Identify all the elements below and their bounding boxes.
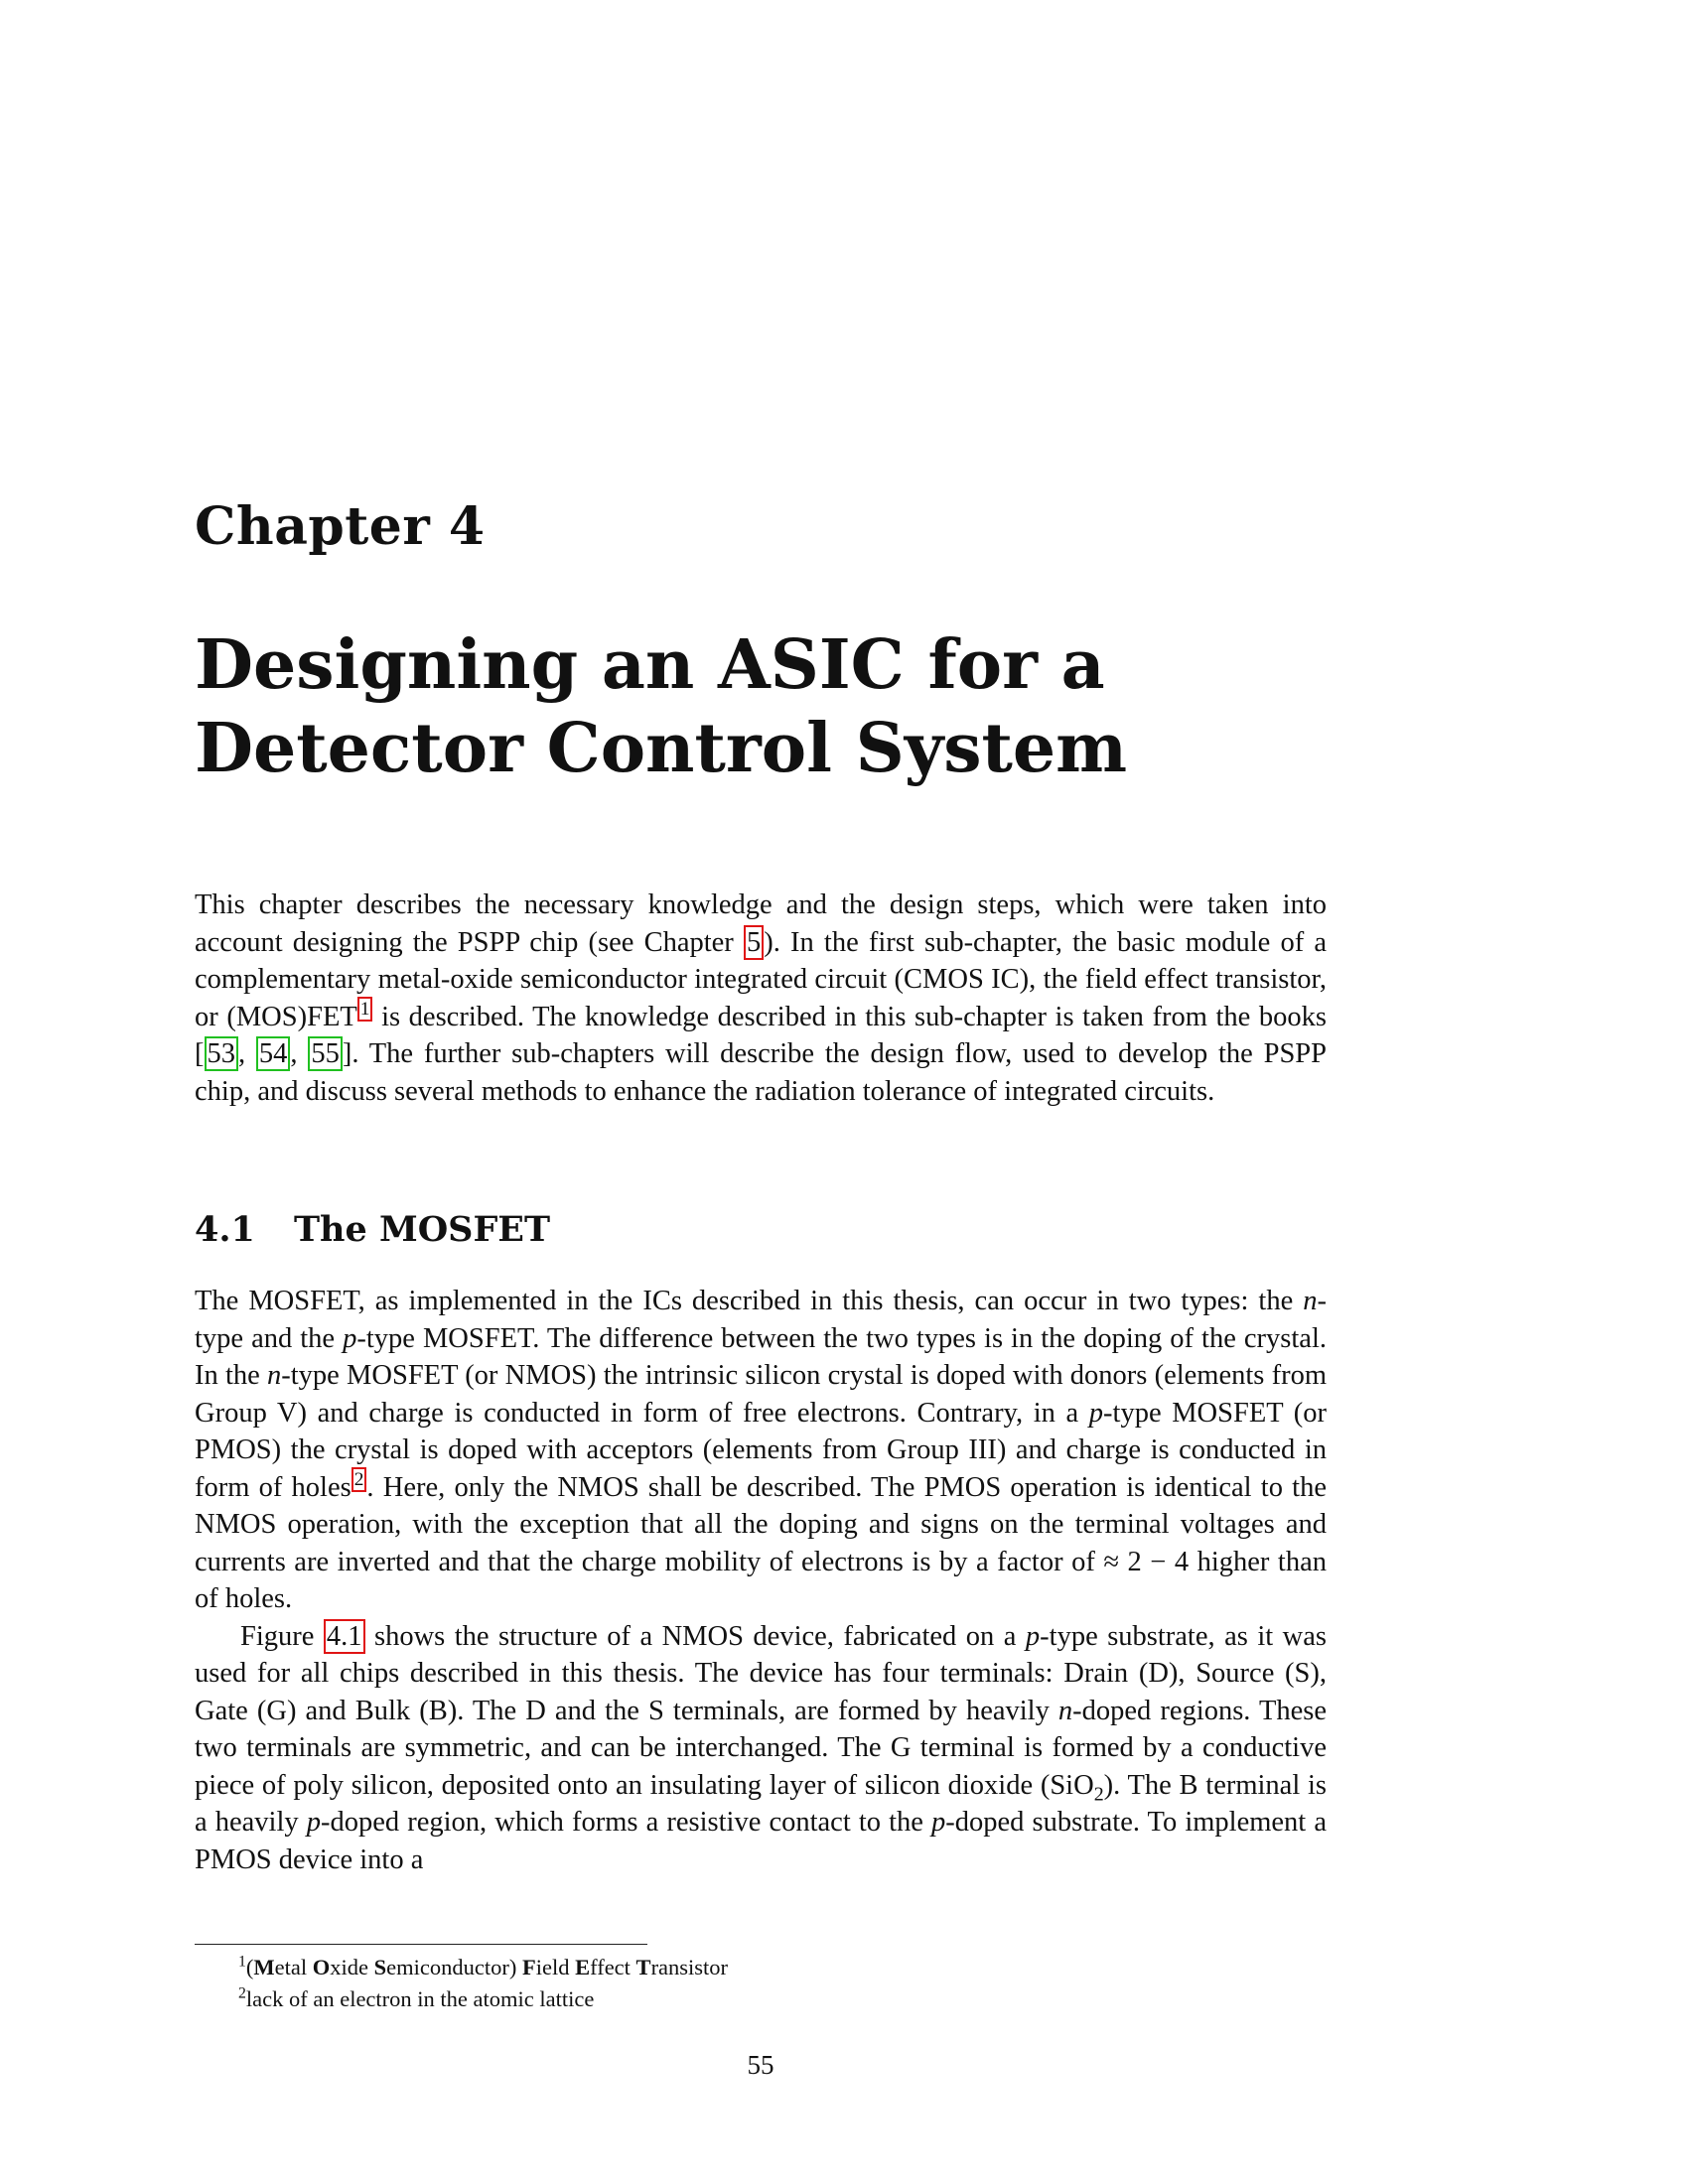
paragraph-1: The MOSFET, as implemented in the ICs described in this thesis, can occur in two types: the n-type and the p-type MOSFET. The difference between the two types is in the doping of the crystal. In the n-type MOSFET (or NMOS) the intrinsic silicon crystal is doped with donors (elements from Group V) and charge is conducted in form of free electrons. Contrary, in a p-type MOSFET (or PMOS) the crystal is doped with acceptors (elements from Group III) and charge is conducted in form of holes $^2$ . Here, only the NMOS shall be described. The PMOS operation is identical to the NMOS operation, with the exception that all the doping and signs on the terminal voltages and currents are inverted and that the charge mobility of electrons is by a factor of ≈ 2 − 4 higher than of holes. bbox=[195, 1286, 1328, 1614]
chapter-title: Designing an ASIC for a Detector Control System bbox=[195, 625, 1128, 788]
page-number: 55 bbox=[747, 2050, 774, 2080]
footnotes bbox=[238, 1952, 1327, 2015]
citation-link-54[interactable]: 54 bbox=[256, 1036, 291, 1071]
footnote-ref-1[interactable]: 1 bbox=[357, 997, 373, 1022]
section-title: The MOSFET bbox=[294, 1209, 551, 1250]
section-body bbox=[195, 1283, 1327, 1878]
chapter-ref-link[interactable]: 5 bbox=[744, 925, 764, 960]
section-heading bbox=[195, 1209, 1327, 1250]
chapter-label: Chapter 4 bbox=[195, 496, 486, 557]
section-number: 4.1 bbox=[195, 1209, 255, 1250]
intro-paragraph: This chapter describes the necessary knowledge and the design steps, which were taken into account designing the PSPP chip (see Chapter 5 ). In the first sub-chapter, the basic module of a complementary metal-oxide semiconductor integrated circuit (CMOS IC), the field effect transistor, or (MOS)FET $^1$ is described. The knowledge described in this sub-chapter is taken from the books [ 53 , 54 , 55 ]. The further sub-chapters will describe the design flow, used to develop the PSPP chip, and discuss several methods to enhance the radiation tolerance of integrated circuits. bbox=[195, 889, 1328, 1107]
footnote-1: $^1$(Metal Oxide Semiconductor) Field Effect Transistor bbox=[238, 1953, 729, 1979]
footnote-2: $^2$lack of an electron in the atomic lattice bbox=[238, 1984, 595, 2011]
citation-link-53[interactable]: 53 bbox=[205, 1036, 239, 1071]
footnote-ref-2[interactable]: 2 bbox=[352, 1467, 367, 1492]
citation-link-55[interactable]: 55 bbox=[308, 1036, 343, 1071]
paragraph-2: Figure 4.1 shows the structure of a NMOS device, fabricated on a p-type substrate, as it was used for all chips described in this thesis. The device has four terminals: Drain (D), Source (S), Gate (G) and Bulk (B). The D and the S terminals, are formed by heavily n-doped regions. These two terminals are symmetric, and can be interchanged. The G terminal is formed by a conductive piece of poly silicon, deposited onto an insulating layer of silicon dioxide (SiO$_2$). The B terminal is a heavily p-doped region, which forms a resistive contact to the p-doped substrate. To implement a PMOS device into a bbox=[195, 1620, 1328, 1875]
footnote-divider bbox=[195, 1944, 647, 1945]
figure-ref-link[interactable]: 4.1 bbox=[324, 1619, 365, 1654]
